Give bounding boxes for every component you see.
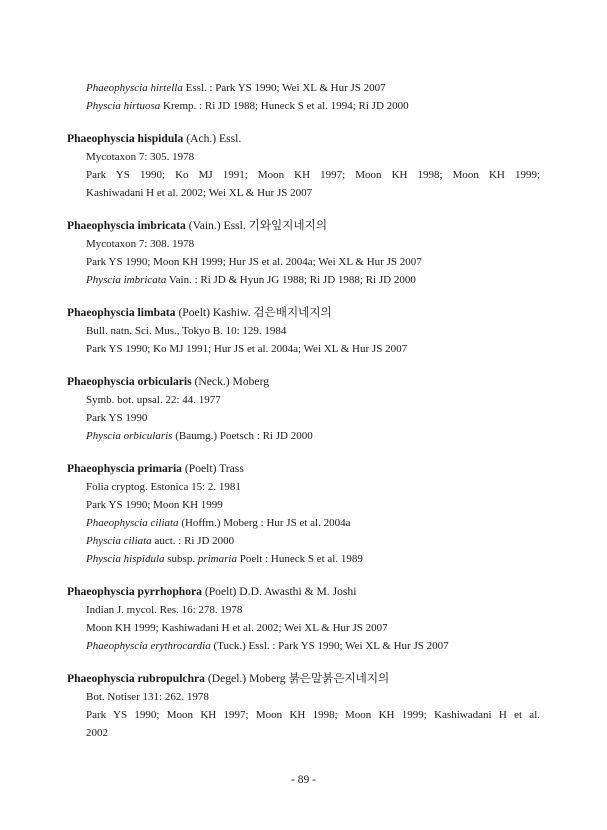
citation-line: Phaeophyscia ciliata (Hoffm.) Moberg : Hur JS et al. 2004a — [86, 517, 351, 529]
citation-line: Park YS 1990 — [86, 412, 148, 424]
citation-line: Phaeophyscia erythrocardia (Tuck.) Essl. : Park YS 1990; Wei XL & Hur JS 2007 — [86, 640, 449, 652]
citation-line: Physcia hirtuosa Kremp. : Ri JD 1988; Huneck S et al. 1994; Ri JD 2000 — [86, 100, 409, 112]
citation-line: Mycotaxon 7: 305. 1978 — [86, 151, 195, 163]
species-heading: Phaeophyscia pyrrhophora (Poelt) D.D. Awasthi & M. Joshi — [67, 585, 357, 598]
citation-line: Park YS 1990; Ko MJ 1991; Moon KH 1997; Moon KH 1998; Moon KH 1999; — [86, 169, 540, 181]
citation-line: Moon KH 1999; Kashiwadani H et al. 2002; Wei XL & Hur JS 2007 — [86, 622, 388, 634]
citation-line: Kashiwadani H et al. 2002; Wei XL & Hur JS 2007 — [86, 187, 313, 199]
citation-line: Park YS 1990; Moon KH 1997; Moon KH 1998; Moon KH 1999; Kashiwadani H et al. — [86, 709, 540, 721]
citation-line: Park YS 1990; Ko MJ 1991; Hur JS et al. 2004a; Wei XL & Hur JS 2007 — [86, 343, 408, 355]
citation-line: Phaeophyscia hirtella Essl. : Park YS 1990; Wei XL & Hur JS 2007 — [86, 82, 386, 94]
citation-line: Physcia ciliata auct. : Ri JD 2000 — [86, 535, 235, 547]
species-heading: Phaeophyscia hispidula (Ach.) Essl. — [67, 132, 242, 145]
citation-line: Folia cryptog. Estonica 15: 2. 1981 — [86, 481, 241, 493]
species-heading: Phaeophyscia rubropulchra (Degel.) Moberg 붉은말붉은지네지의 — [67, 672, 390, 685]
citation-line: Physcia hispidula subsp. primaria Poelt : Huneck S et al. 1989 — [86, 553, 363, 565]
citation-line: Mycotaxon 7: 308. 1978 — [86, 238, 195, 250]
citation-line: Bot. Notiser 131: 262. 1978 — [86, 691, 209, 703]
citation-line: Park YS 1990; Moon KH 1999 — [86, 499, 223, 511]
citation-line: Park YS 1990; Moon KH 1999; Hur JS et al. 2004a; Wei XL & Hur JS 2007 — [86, 256, 422, 268]
page-number: - 89 - — [291, 774, 316, 786]
species-heading: Phaeophyscia imbricata (Vain.) Essl. 기와잎지네지의 — [67, 219, 328, 232]
citation-line: Bull. natn. Sci. Mus., Tokyo B. 10: 129. 1984 — [86, 325, 287, 337]
citation-line: Physcia orbicularis (Baumg.) Poetsch : Ri JD 2000 — [86, 430, 313, 442]
species-heading: Phaeophyscia limbata (Poelt) Kashiw. 검은배지네지의 — [67, 306, 332, 319]
species-heading: Phaeophyscia primaria (Poelt) Trass — [67, 462, 244, 475]
citation-line: Indian J. mycol. Res. 16: 278. 1978 — [86, 604, 243, 616]
species-heading: Phaeophyscia orbicularis (Neck.) Moberg — [67, 375, 270, 388]
citation-line: Symb. bot. upsal. 22: 44. 1977 — [86, 394, 221, 406]
citation-line: Physcia imbricata Vain. : Ri JD & Hyun JG 1988; Ri JD 1988; Ri JD 2000 — [86, 274, 416, 286]
citation-line: 2002 — [86, 727, 108, 739]
